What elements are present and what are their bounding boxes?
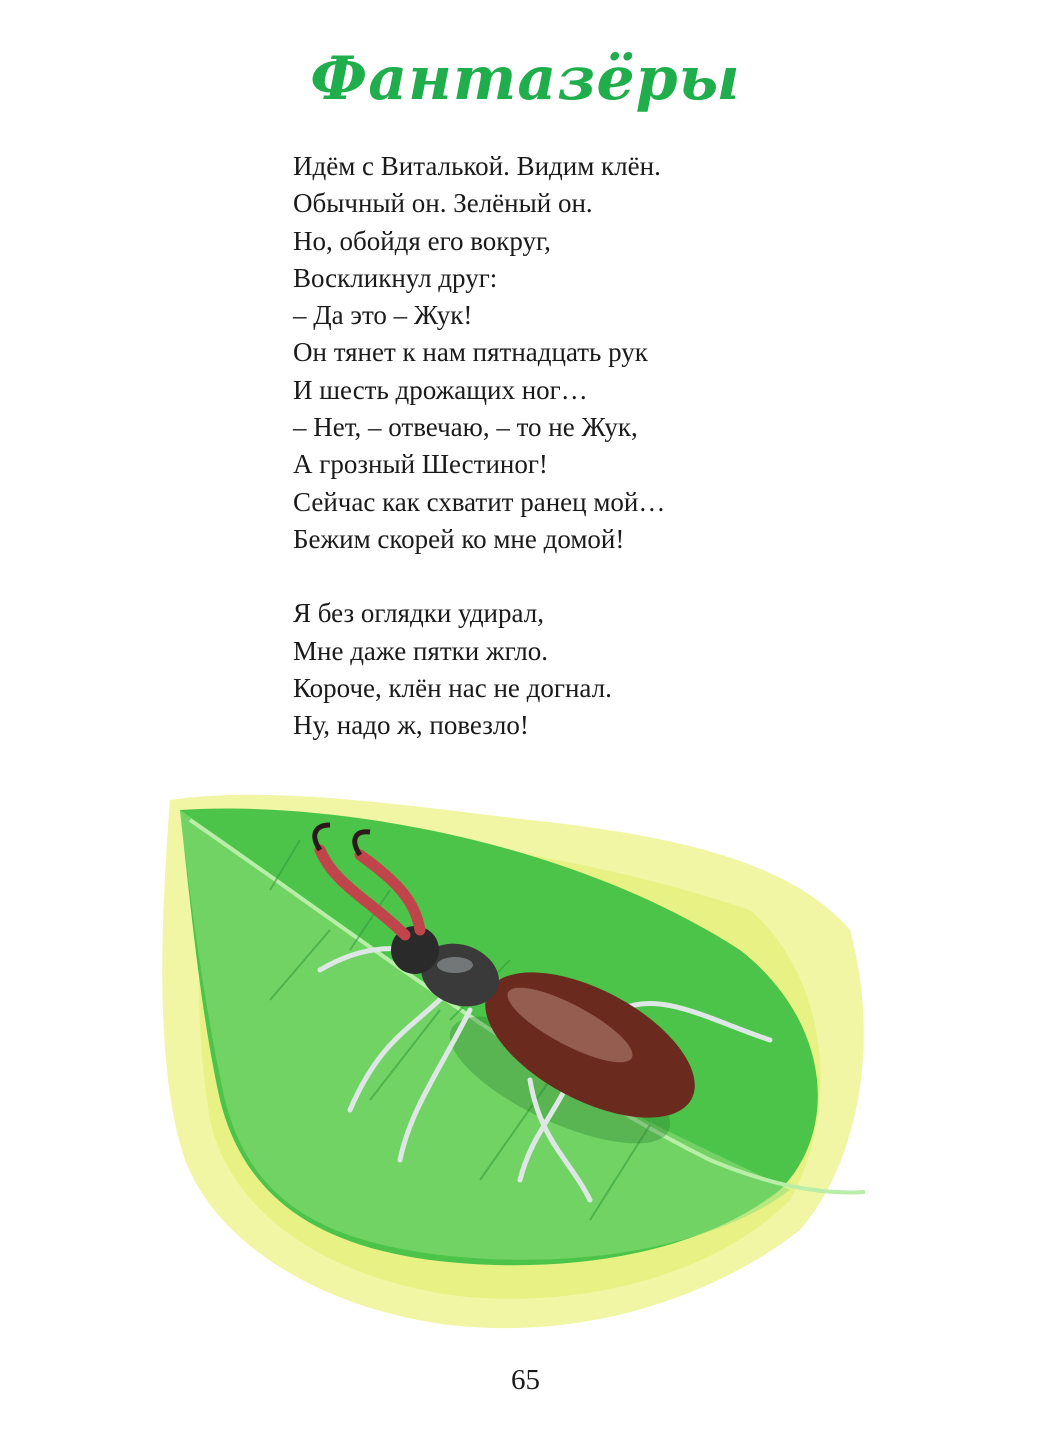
stanza-1 [293, 148, 813, 558]
poem-line: Бежим скорей ко мне домой! [293, 523, 625, 554]
poem-line: Я без оглядки удирал, [293, 598, 544, 629]
poem-body [293, 148, 813, 744]
poem-line: Идём с Виталькой. Видим клён. [293, 151, 661, 181]
stanza-2 [293, 595, 813, 744]
poem-line: Воскликнул друг: [293, 262, 498, 293]
poem-line: – Да это – Жук! [293, 300, 473, 331]
poem-line: Обычный он. Зелёный он. [293, 188, 593, 219]
poem-line: Короче, клён нас не догнал. [293, 672, 612, 703]
poem-line: – Нет, – отвечаю, – то не Жук, [293, 412, 638, 443]
poem-line: Мне даже пятки жгло. [293, 635, 549, 666]
poem-line: Ну, надо ж, повезло! [293, 710, 529, 741]
poem-line: Он тянет к нам пятнадцать рук [293, 337, 648, 368]
poem-title: Фантазёры [310, 44, 741, 114]
page-number: 65 [511, 1364, 540, 1396]
poem-line: Но, обойдя его вокруг, [293, 225, 551, 256]
poem-line: И шесть дрожащих ног… [293, 374, 588, 405]
poem-line: Сейчас как схватит ранец мой… [293, 486, 666, 517]
beetle-on-leaf-illustration [150, 780, 870, 1340]
poem-line: А грозный Шестиног! [293, 449, 548, 480]
